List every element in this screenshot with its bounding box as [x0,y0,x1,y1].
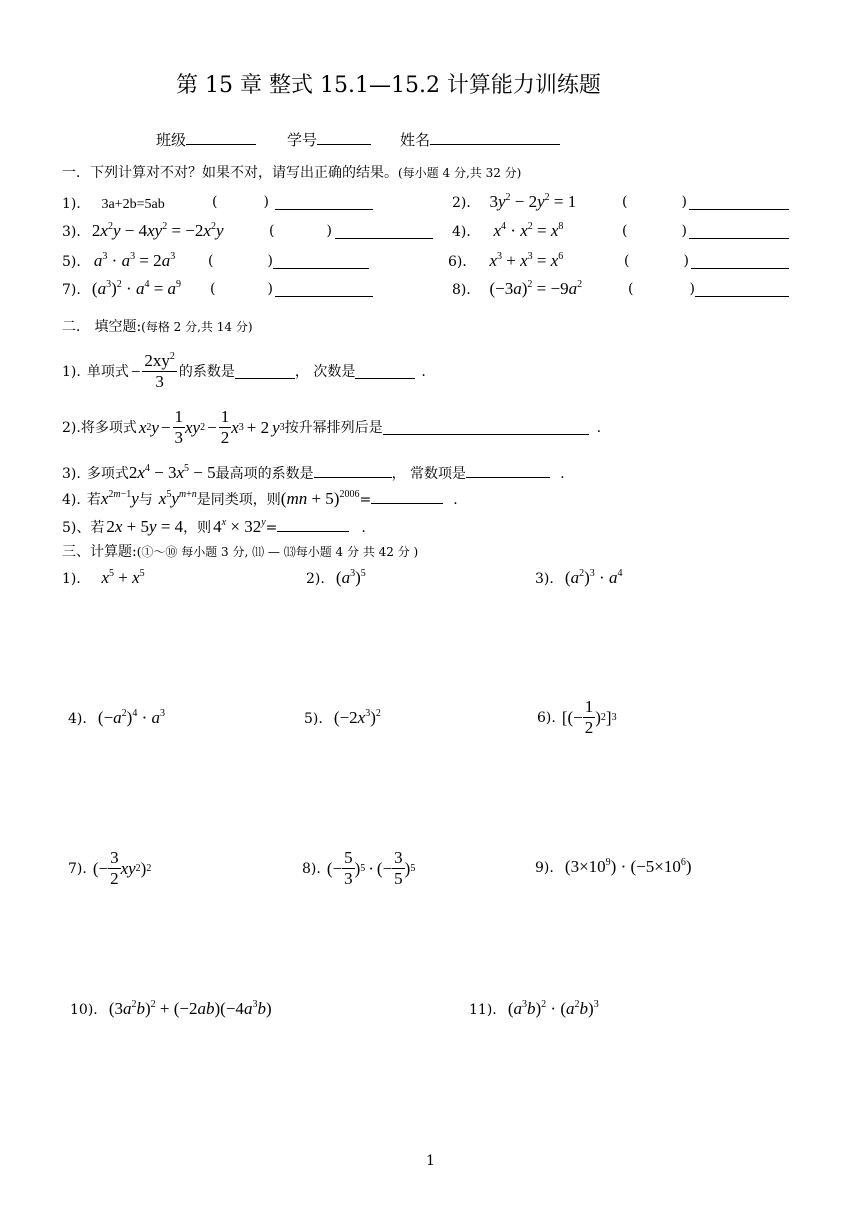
s1-item-7-answer-blank[interactable] [275,282,373,297]
s1-item-2-expr: $3y^2 - 2y^2 = 1$ [489,192,577,211]
s2-q1-text-c: ， 次数是 [294,363,356,380]
s2-q2-text-a: 将多项式 [80,419,137,436]
s2-q1-expr: − $\frac{2xy^2}{3}$ [130,351,175,391]
s2-q1-text-b: 的系数是 [178,363,235,380]
s1-item-7-expr: $(a^3)^2 \cdot a^4 = a^9$ [91,279,182,298]
s1-item-6-judge: ( ) [624,253,689,269]
s1-item-4-answer-blank[interactable] [689,224,789,239]
s2-q1-text-d: . [421,363,426,380]
student-id-blank[interactable] [317,130,371,145]
s1-item-4 [452,222,563,239]
s3-item-6-num: 6). [537,709,556,726]
s3-item-11 [469,1000,599,1017]
s2-q3-blank-2[interactable] [466,463,550,478]
section2-heading [62,320,253,334]
s2-question-2 [62,407,601,448]
s3-item-3 [535,569,622,586]
student-id-label: 学号 [287,131,318,149]
s1-item-8-expr: $(-3a)^2 = -9a^2$ [489,279,583,298]
s2-q3-text-d: . [560,466,565,482]
s2-q3-text-c: ， 常数项是 [391,466,467,482]
s2-q5-text-b: ，则 [183,520,212,536]
s1-item-5-expr: $a^3 \cdot a^3 = 2a^3$ [93,251,176,270]
s1-item-1-judge: ( ) [212,194,269,210]
s1-item-3 [62,222,223,239]
s1-item-5 [62,252,175,269]
s3-item-2 [306,569,366,586]
section3-heading [62,545,418,559]
s2-q4-expr-c: (mn + 5)$^{2006}$ [280,489,360,508]
s1-item-6-num: 6)． [448,254,477,270]
s1-item-1 [62,195,165,212]
s1-item-1-expr: 3a+2b=5ab [101,197,165,212]
s1-item-5-answer-blank[interactable] [273,254,369,269]
name-label: 姓名 [400,131,431,149]
s3-item-8 [302,848,415,889]
s1-item-2-judge: ( ) [622,194,687,210]
s3-item-5-expr: $(-2x^3)^2$ [333,708,381,727]
s3-item-7-num: 7). [68,860,87,877]
s1-item-5-num: 5). [62,254,81,270]
s2-q2-text-b: 按升幂排列后是 [284,419,383,436]
s2-q5-expr-a: 2x + 5y = 4 [106,517,184,536]
s1-item-4-expr: $x^4 \cdot x^2 = x^8$ [493,221,564,240]
s1-item-3-answer-blank[interactable] [335,224,433,239]
s2-q2-num: 2). [62,419,81,436]
s3-item-11-num: 11). [469,1002,497,1018]
s3-item-2-expr: $(a^3)^5$ [335,568,366,587]
class-label: 班级 [156,131,187,149]
s1-item-4-num: 4)． [452,224,481,240]
name-blank[interactable] [430,130,560,145]
section2-points: (每格 2 分,共 14 分) [141,320,253,334]
class-field [156,130,256,148]
s3-item-1-expr: $x^5 + x^5$ [101,568,145,587]
s2-q1-num: 1). [62,363,81,380]
name-field [400,130,560,148]
s3-item-10-num: 10). [70,1002,98,1018]
s1-item-1-answer-blank[interactable] [275,195,373,210]
s3-item-6-expr: [(− $\frac{1}{2}$ ) 2 ] 3 [561,697,617,737]
s3-item-9-num: 9). [535,860,554,876]
s2-q5-text-c: = [265,520,278,536]
s3-item-4-expr: $(-a^2)^4 \cdot a^3$ [97,708,166,727]
s2-q4-text-c: 是同类项，则 [196,492,281,508]
s2-q2-expr: x 2 y − $\frac{1}{3}$ xy 2 − $\frac{1}{2}$ x 3 + 2 y 3 [138,407,285,447]
student-id-field [287,130,371,148]
s3-item-5 [304,709,381,726]
s2-q5-text-d: . [361,520,366,536]
s3-item-11-expr: $(a^3b)^2 \cdot (a^2b)^3$ [507,999,599,1018]
s1-item-3-num: 3). [62,224,81,240]
section1-heading [62,166,521,180]
section3-title: 三、计算题: [62,544,137,560]
section3-points: (①～⑩ 每小题 3 分, ⑾ — ⒀每小题 4 分 共 42 分 ) [136,545,419,559]
s3-item-4-num: 4). [68,711,87,727]
s3-item-9-expr: $(3\times 10^9) \cdot (-5\times 10^6)$ [564,857,692,876]
s2-question-3 [62,463,565,481]
page-title: 第 15 章 整式 15.1—15.2 计算能力训练题 [176,73,601,98]
s1-item-8-judge: ( ) [628,281,695,297]
s2-q5-num: 5)、 [62,520,91,536]
s1-item-6-answer-blank[interactable] [691,254,789,269]
s1-item-4-judge: ( ) [622,223,687,239]
s2-q4-text-e: . [453,492,458,508]
s2-q5-text-a: 若 [90,520,105,536]
s1-item-2-num: 2)． [452,195,481,211]
s2-question-5 [62,517,366,535]
s1-item-6-expr: $x^3 + x^3 = x^6$ [489,251,564,270]
s3-item-10 [70,1000,272,1017]
s1-item-7-judge: ( ) [210,281,273,297]
s1-item-5-judge: ( ) [208,253,273,269]
s2-q5-blank[interactable] [277,517,349,532]
s1-item-1-num: 1)． [62,196,91,212]
s3-item-10-expr: $(3a^2b)^2 + (-2ab)(-4a^3b)$ [108,999,272,1018]
s1-item-6 [448,252,563,269]
section1-points: (每小题 4 分,共 32 分) [398,166,522,180]
s2-q5-expr-b: $4^x \times 32^y$ [213,517,266,536]
s2-q3-expr: $2x^4 - 3x^5 - 5$ [128,463,216,482]
s2-q4-blank[interactable] [371,489,443,504]
s3-item-8-expr: (− $\frac{5}{3}$ ) 5 · (− $\frac{3}{5}$ ) 5 [326,848,416,888]
s2-q3-num: 3). [62,466,81,482]
s1-item-7-num: 7). [62,282,81,298]
s2-q2-blank[interactable] [383,420,589,435]
s2-q3-text-a: 多项式 [86,466,129,482]
s1-item-7 [62,280,181,297]
s2-q1-blank-2[interactable] [355,364,415,379]
s2-question-1 [62,351,426,392]
s3-item-3-expr: $(a^2)^3 \cdot a^4$ [564,568,623,587]
s2-q4-text-a: 若 [86,492,101,508]
s3-item-5-num: 5). [304,711,323,727]
page-number: 1 [426,1153,435,1169]
s3-item-7 [68,848,151,889]
s2-q3-blank-1[interactable] [314,463,392,478]
s1-item-3-judge: ( ) [269,223,332,239]
class-blank[interactable] [186,130,256,145]
s3-item-9 [535,858,692,875]
s1-item-8-num: 8)． [452,282,481,298]
s2-question-4 [62,489,458,507]
s2-q4-expr-b: $x^5y^{m+n}$ [158,489,197,508]
s2-q4-expr-a: $x^{2m-1}y$ [100,489,139,508]
s2-q2-text-c: . [596,419,602,436]
s3-item-1 [62,569,145,586]
s3-item-8-num: 8). [302,860,321,877]
s2-q1-text-a: 单项式 [86,363,129,380]
s1-item-8 [452,280,582,297]
s1-item-2 [452,193,576,210]
s1-item-8-answer-blank[interactable] [695,282,789,297]
s1-item-2-answer-blank[interactable] [689,195,789,210]
s2-q1-blank-1[interactable] [235,364,295,379]
s3-item-3-num: 3). [535,571,554,587]
s2-q4-text-b: 与 [138,492,153,508]
s3-item-6 [537,697,617,738]
s1-item-3-expr: $2x^2y - 4xy^2 = -2x^2y$ [91,221,224,240]
s2-q4-text-d: = [359,492,372,508]
s2-q3-text-b: 最高项的系数是 [215,466,314,482]
s3-item-7-expr: (− $\frac{3}{2}$ xy 2 ) 2 [92,848,152,888]
s3-item-1-num: 1)． [62,571,91,587]
s2-q4-num: 4). [62,492,81,508]
section2-title: 二． 填空题: [62,319,142,335]
s3-item-2-num: 2). [306,571,325,587]
section1-title: 一．下列计算对不对？如果不对，请写出正确的结果。 [62,165,398,181]
s3-item-4 [68,709,165,726]
